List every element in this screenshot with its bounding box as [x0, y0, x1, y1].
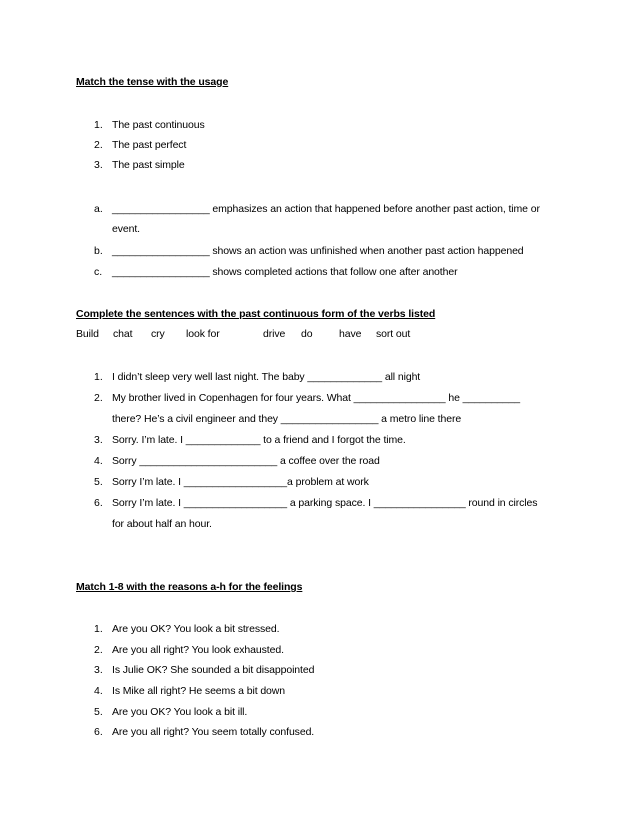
tense-item: The past continuous — [112, 119, 205, 131]
section2-heading: Complete the sentences with the past continuous form of the verbs listed — [76, 308, 436, 320]
sentence-item: Sorry ________________________ a coffee over the road — [112, 455, 380, 467]
feeling-item: Is Julie OK? She sounded a bit disappointed — [112, 664, 315, 676]
sentence-item: My brother lived in Copenhagen for four years. What ________________ he __________ — [112, 392, 521, 404]
verb-word: look for — [186, 328, 220, 340]
usage-letter: c. — [94, 266, 103, 278]
feeling-item: Are you all right? You seem totally confused. — [112, 726, 315, 738]
tense-item: The past perfect — [112, 139, 187, 151]
tense-number: 2. — [94, 139, 103, 151]
feeling-item: Are you OK? You look a bit stressed. — [112, 623, 280, 635]
section3-heading: Match 1-8 with the reasons a-h for the feelings — [76, 581, 303, 593]
feeling-number: 1. — [94, 623, 103, 635]
sentence-number: 2. — [94, 392, 103, 404]
verb-word: Build — [76, 328, 99, 340]
tense-number: 3. — [94, 159, 103, 171]
tense-number: 1. — [94, 119, 103, 131]
feeling-number: 5. — [94, 706, 103, 718]
feeling-number: 6. — [94, 726, 103, 738]
feeling-number: 3. — [94, 664, 103, 676]
feeling-number: 4. — [94, 685, 103, 697]
usage-item: _________________ shows an action was unfinished when another past action happened — [112, 245, 524, 257]
sentence-item-continuation: for about half an hour. — [112, 518, 212, 530]
usage-item: _________________ emphasizes an action that happened before another past action, time or — [112, 203, 540, 215]
tense-item: The past simple — [112, 159, 185, 171]
verb-word: cry — [151, 328, 165, 340]
feeling-number: 2. — [94, 644, 103, 656]
feeling-item: Are you OK? You look a bit ill. — [112, 706, 248, 718]
sentence-item: Sorry. I’m late. I _____________ to a friend and I forgot the time. — [112, 434, 406, 446]
usage-letter: a. — [94, 203, 103, 215]
sentence-item: Sorry I’m late. I __________________ a parking space. I ________________ round in circles — [112, 497, 538, 509]
usage-letter: b. — [94, 245, 103, 257]
sentence-number: 5. — [94, 476, 103, 488]
sentence-number: 3. — [94, 434, 103, 446]
sentence-item: I didn’t sleep very well last night. The baby _____________ all night — [112, 371, 421, 383]
sentence-item: Sorry I’m late. I __________________a problem at work — [112, 476, 369, 488]
section1-heading: Match the tense with the usage — [76, 76, 229, 88]
sentence-number: 4. — [94, 455, 103, 467]
verb-word: sort out — [376, 328, 411, 340]
verb-word: have — [339, 328, 362, 340]
verb-word: drive — [263, 328, 286, 340]
feeling-item: Are you all right? You look exhausted. — [112, 644, 284, 656]
usage-item-continuation: event. — [112, 223, 141, 235]
sentence-number: 1. — [94, 371, 103, 383]
sentence-number: 6. — [94, 497, 103, 509]
verb-word: do — [301, 328, 313, 340]
sentence-item-continuation: there? He’s a civil engineer and they _________________ a metro line there — [112, 413, 462, 425]
verb-word: chat — [113, 328, 133, 340]
feeling-item: Is Mike all right? He seems a bit down — [112, 685, 286, 697]
usage-item: _________________ shows completed actions that follow one after another — [112, 266, 458, 278]
